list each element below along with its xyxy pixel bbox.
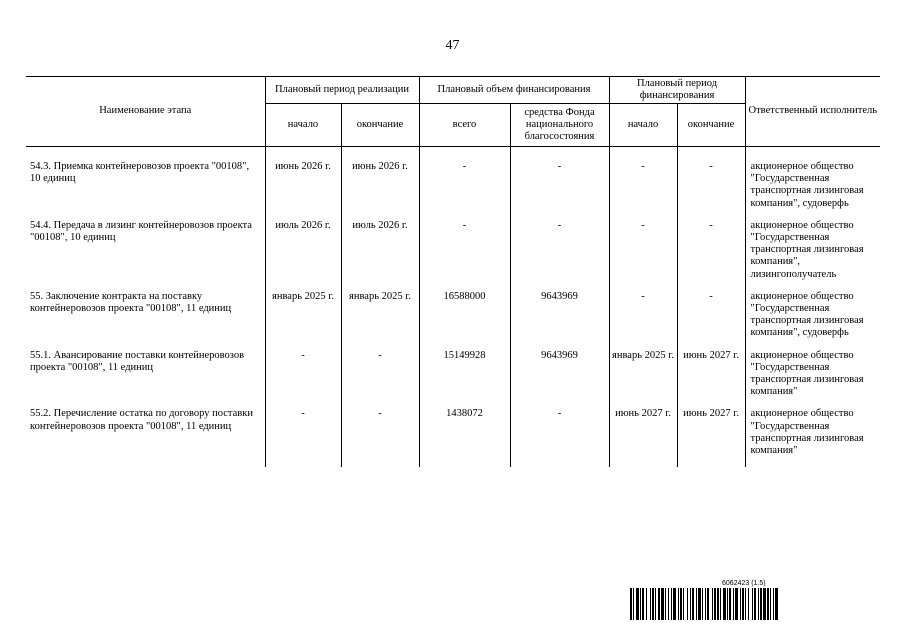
- header-impl-end: окончание: [341, 104, 419, 147]
- row-stage-name: 54.3. Приемка контейнеровозов проекта "00108", 10 единиц: [30, 161, 250, 185]
- row-executor: акционерное общество "Государственная транспортная лизинговая компания", судоверфь: [745, 161, 880, 220]
- header-fin-start: начало: [609, 104, 677, 147]
- table-row: [26, 220, 880, 291]
- row-impl-start: -: [265, 350, 341, 409]
- row-fin-end: -: [677, 291, 745, 350]
- row-impl-end: июль 2026 г.: [341, 220, 419, 291]
- row-nwf: 9643969: [510, 350, 609, 409]
- row-total: -: [419, 220, 510, 291]
- header-financing-volume: Плановый объем финансирования: [419, 77, 609, 104]
- barcode-block: [630, 580, 858, 620]
- row-fin-end: июнь 2027 г.: [677, 350, 745, 409]
- row-fin-start: июнь 2027 г.: [609, 408, 677, 467]
- table-row: [26, 291, 880, 350]
- row-impl-start: -: [265, 408, 341, 467]
- header-total: всего: [419, 104, 510, 147]
- row-executor: акционерное общество "Государственная транспортная лизинговая компания", лизингополучатель: [745, 220, 880, 291]
- row-executor: акционерное общество "Государственная транспортная лизинговая компания": [745, 350, 880, 409]
- row-fin-end: июнь 2027 г.: [677, 408, 745, 467]
- row-total: 15149928: [419, 350, 510, 409]
- barcode-icon: [630, 588, 858, 620]
- header-impl-start: начало: [265, 104, 341, 147]
- row-stage-name: 55. Заключение контракта на поставку контейнеровозов проекта "00108", 11 единиц: [30, 290, 232, 315]
- header-executor: Ответственный исполнитель: [745, 77, 880, 147]
- row-executor: акционерное общество "Государственная транспортная лизинговая компания", судоверфь: [745, 291, 880, 350]
- row-impl-end: январь 2025 г.: [341, 291, 419, 350]
- header-stage-name: Наименование этапа: [26, 77, 265, 147]
- row-impl-start: январь 2025 г.: [265, 291, 341, 350]
- row-impl-start: июль 2026 г.: [265, 220, 341, 291]
- row-fin-end: -: [677, 161, 745, 220]
- row-nwf: 9643969: [510, 291, 609, 350]
- row-fin-start: -: [609, 291, 677, 350]
- row-nwf: -: [510, 161, 609, 220]
- row-impl-end: июнь 2026 г.: [341, 161, 419, 220]
- row-impl-end: -: [341, 408, 419, 467]
- table-row: [26, 350, 880, 409]
- header-nwf-funds: средства Фонда национального благосостояния: [510, 104, 609, 147]
- row-total: -: [419, 161, 510, 220]
- row-fin-start: -: [609, 161, 677, 220]
- row-stage-name: 55.2. Перечисление остатка по договору поставки контейнеровозов проекта "00108", 11 единиц: [30, 408, 253, 432]
- row-nwf: -: [510, 220, 609, 291]
- header-implementation-period: Плановый период реализации: [265, 77, 419, 104]
- page-number: 47: [445, 38, 460, 53]
- header-fin-end: окончание: [677, 104, 745, 147]
- barcode-text: 6062423 (1.5): [722, 580, 766, 587]
- row-stage-name: 55.1. Авансирование поставки контейнеровозов проекта "00108", 11 единиц: [30, 349, 245, 373]
- row-fin-start: -: [609, 220, 677, 291]
- header-financing-period: Плановый период финансирования: [609, 77, 745, 104]
- row-impl-end: -: [341, 350, 419, 409]
- row-total: 1438072: [419, 408, 510, 467]
- schedule-table: [26, 76, 880, 467]
- row-total: 16588000: [419, 291, 510, 350]
- table-row: [26, 161, 880, 220]
- row-impl-start: июнь 2026 г.: [265, 161, 341, 220]
- row-nwf: -: [510, 408, 609, 467]
- row-fin-start: январь 2025 г.: [609, 350, 677, 409]
- row-executor: акционерное общество "Государственная транспортная лизинговая компания": [745, 408, 880, 467]
- table-row: [26, 408, 880, 467]
- row-stage-name: 54.4. Передача в лизинг контейнеровозов проекта "00108", 10 единиц: [30, 219, 252, 244]
- row-fin-end: -: [677, 220, 745, 291]
